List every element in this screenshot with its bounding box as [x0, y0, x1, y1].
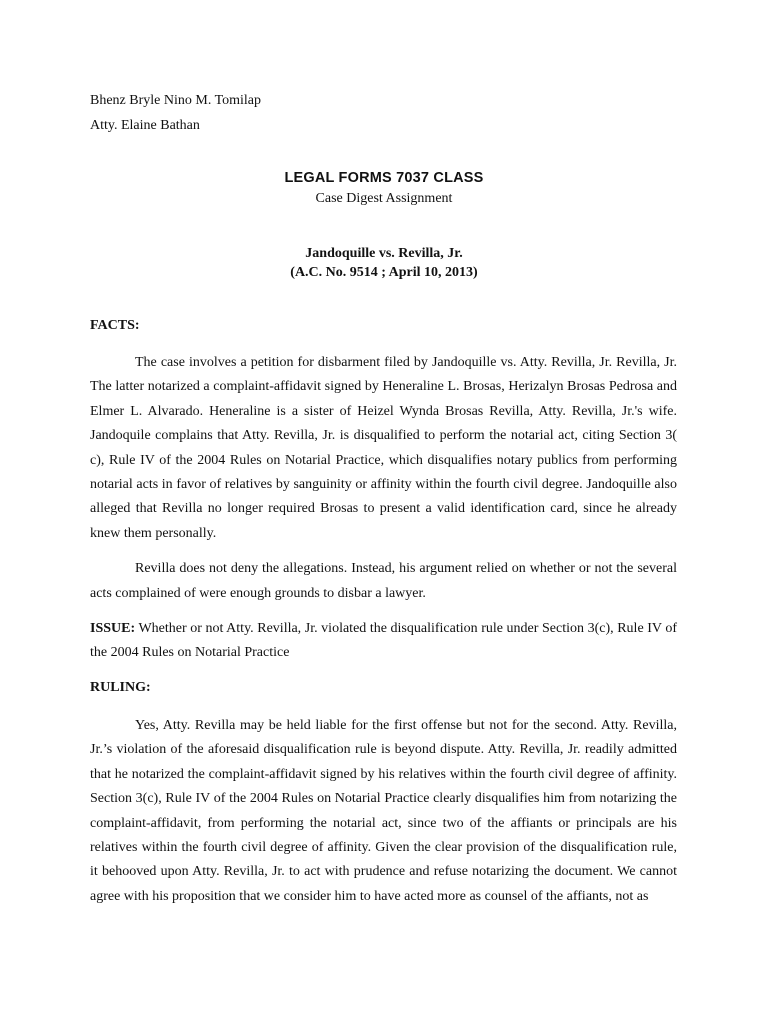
case-title: Jandoquille vs. Revilla, Jr.: [305, 246, 463, 261]
case-citation: (A.C. No. 9514 ; April 10, 2013): [290, 265, 478, 280]
ruling-paragraph: Yes, Atty. Revilla may be held liable for the first offense but not for the second. Atty. Revilla, Jr.’s violation of the aforesaid disqualification rule is beyond dispute. Atty. Revilla, Jr. readily admitted that he notarized the complaint-affidavit signed by his relatives within the fourth civil degree of affinity. Section 3(c), Rule IV of the 2004 Rules on Notarial Practice clearly disqualifies him from notarizing the complaint-affidavit, from performing the notarial act, since two of the affiants or principals are his relatives within the fourth civil degree of affinity. Given the clear provision of the disqualification rule, it behooved upon Atty. Revilla, Jr. to act with prudence and refuse notarizing the document. We cannot agree with his proposition that we consider him to have acted more as counsel of the affiants, not as: [90, 717, 677, 904]
issue-label: ISSUE:: [90, 621, 136, 637]
issue-text: Whether or not Atty. Revilla, Jr. violated the disqualification rule under Section 3(c), Rule IV of the 2004 Rules on Notarial Practice: [90, 621, 677, 661]
issue-paragraph: [90, 617, 677, 666]
instructor-name: Atty. Elaine Bathan: [90, 118, 200, 133]
facts-heading: FACTS:: [90, 318, 140, 333]
facts-paragraph: The case involves a petition for disbarment filed by Jandoquille vs. Atty. Revilla, Jr. Revilla, Jr. The latter notarized a complaint-affidavit signed by Heneraline L. Brosas, Herizalyn Brosas Pedrosa and Elmer L. Alvarado. Heneraline is a sister of Heizel Wynda Brosas Revilla, Atty. Revilla, Jr.'s wife. Jandoquile complains that Atty. Revilla, Jr. is disqualified to perform the notarial act, citing Section 3( c), Rule IV of the 2004 Rules on Notarial Practice, which disqualifies notary publics from performing notarial acts in favor of relatives by sanguinity or affinity within the fourth civil degree. Jandoquille also alleged that Revilla no longer required Brosas to present a valid identification card, since he already knew them personally.: [90, 355, 677, 541]
document-header: [0, 167, 768, 209]
case-title-block: [0, 244, 768, 282]
assignment-subtitle: Case Digest Assignment: [315, 191, 453, 206]
author-block: [90, 88, 261, 138]
ruling-heading: RULING:: [90, 679, 151, 695]
facts-paragraph: Revilla does not deny the allegations. Instead, his argument relied on whether or not the several acts complained of were enough grounds to disbar a lawyer.: [90, 561, 677, 601]
author-name: Bhenz Bryle Nino M. Tomilap: [90, 93, 262, 108]
document-body: [90, 316, 677, 909]
class-title: LEGAL FORMS 7037 CLASS: [284, 170, 484, 186]
